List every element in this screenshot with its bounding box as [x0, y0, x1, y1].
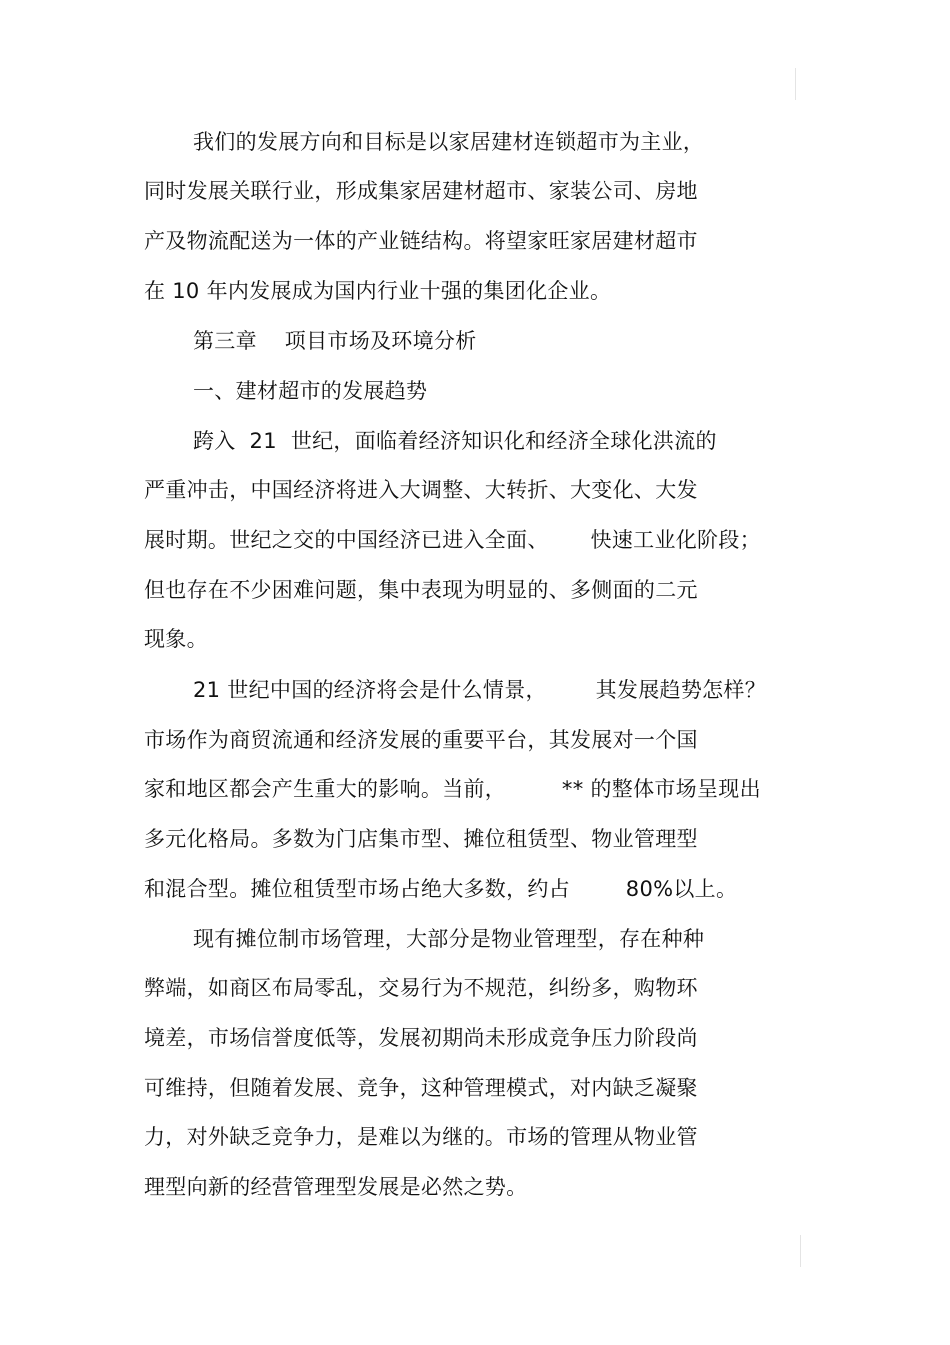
paragraph-line: 在 10 年内发展成为国内行业十强的集团化企业。	[144, 279, 612, 303]
paragraph-line: 同时发展关联行业，形成集家居建材超市、家装公司、房地	[144, 179, 698, 203]
chapter-heading: 第三章 项目市场及环境分析	[193, 329, 477, 353]
paragraph-line: 可维持，但随着发展、竞争，这种管理模式，对内缺乏凝聚	[144, 1076, 698, 1100]
paragraph-line: 境差，市场信誉度低等，发展初期尚未形成竞争压力阶段尚	[144, 1026, 698, 1050]
paragraph-line: 和混合型。摊位租赁型市场占绝大多数，约占 80%以上。	[144, 877, 738, 901]
paragraph-line: 现象。	[144, 627, 208, 651]
paragraph-line: 严重冲击，中国经济将进入大调整、大转折、大变化、大发	[144, 478, 698, 502]
paragraph-line: 家和地区都会产生重大的影响。当前， ** 的整体市场呈现出	[144, 777, 761, 801]
paragraph-line: 弊端，如商区布局零乱，交易行为不规范，纠纷多，购物环	[144, 976, 698, 1000]
paragraph-line: 现有摊位制市场管理，大部分是物业管理型，存在种种	[193, 927, 705, 951]
paragraph-line: 展时期。世纪之交的中国经济已进入全面、 快速工业化阶段；	[144, 528, 761, 552]
page-edge-mark-bottom	[800, 1235, 801, 1267]
paragraph-line: 21 世纪中国的经济将会是什么情景， 其发展趋势怎样？	[193, 678, 767, 702]
paragraph-line: 跨入 21 世纪，面临着经济知识化和经济全球化洪流的	[193, 429, 717, 453]
paragraph-line: 市场作为商贸流通和经济发展的重要平台，其发展对一个国	[144, 728, 698, 752]
page-edge-mark-top	[795, 68, 796, 100]
paragraph-line: 我们的发展方向和目标是以家居建材连锁超市为主业，	[193, 130, 705, 154]
paragraph-line: 力，对外缺乏竞争力，是难以为继的。市场的管理从物业管	[144, 1125, 698, 1149]
paragraph-line: 产及物流配送为一体的产业链结构。将望家旺家居建材超市	[144, 229, 698, 253]
paragraph-line: 理型向新的经营管理型发展是必然之势。	[144, 1175, 528, 1199]
paragraph-line: 多元化格局。多数为门店集市型、摊位租赁型、物业管理型	[144, 827, 698, 851]
paragraph-line: 但也存在不少困难问题，集中表现为明显的、多侧面的二元	[144, 578, 698, 602]
section-heading: 一、建材超市的发展趋势	[193, 379, 428, 403]
